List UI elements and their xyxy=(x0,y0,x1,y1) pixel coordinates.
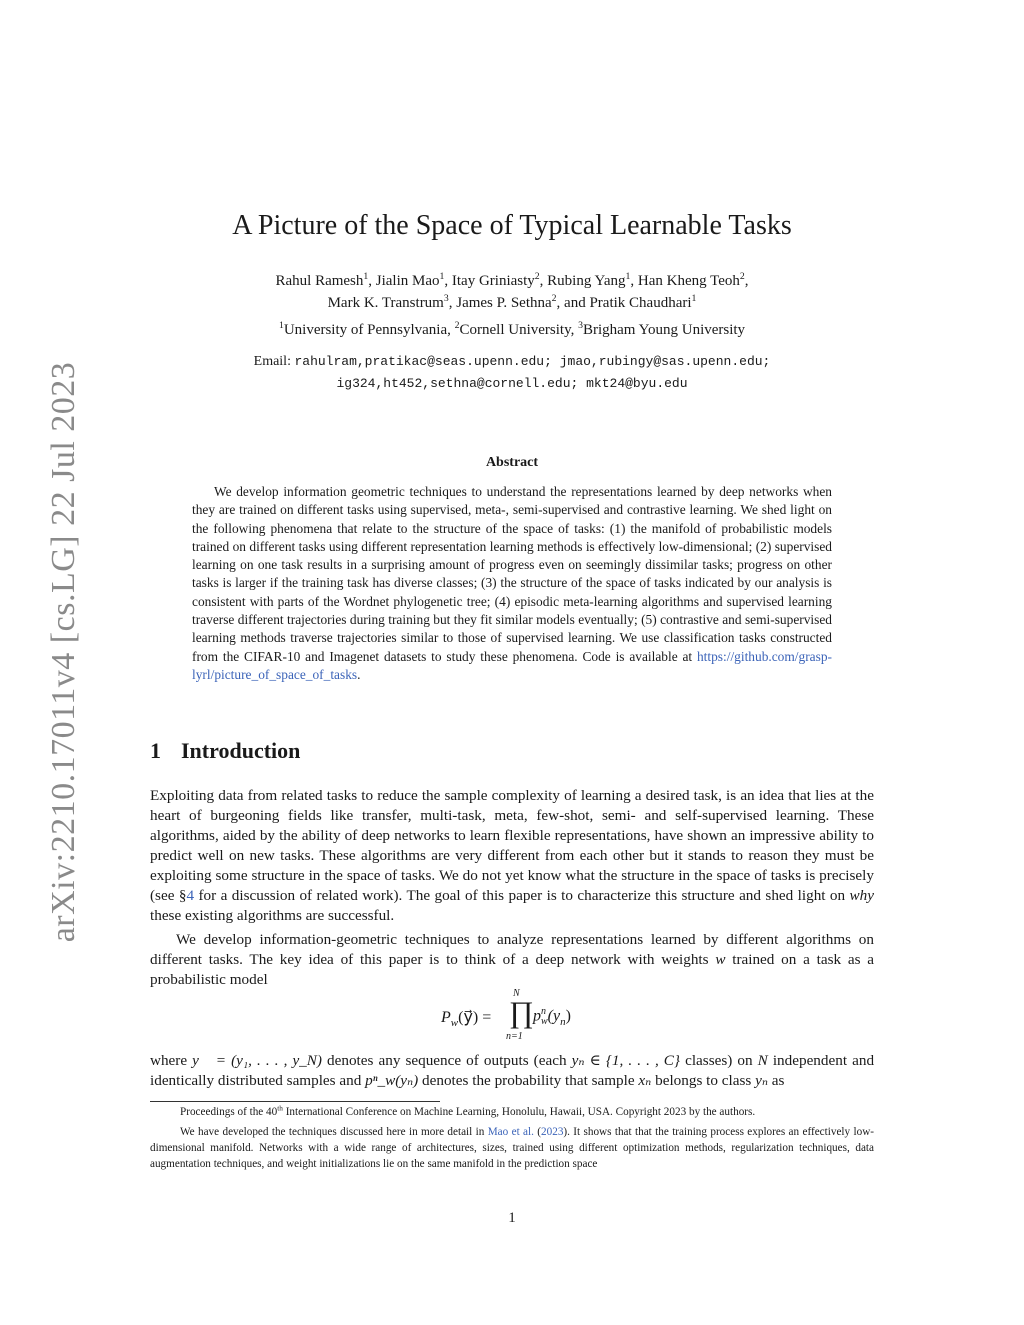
math-inline: y⃗ = (y₁, . . . , y_N) xyxy=(192,1052,322,1069)
math-inline: N xyxy=(757,1052,768,1069)
email-label: Email: xyxy=(253,354,291,369)
abstract-body: We develop information geometric techniques to understand the representations learned by deep networks when they are trained on different tasks using supervised, meta-, semi-supervised and contrastive learning. We shed light on the following phenomena that relate to the structure of the space of tasks: (1) the manifold of probabilistic models trained on different tasks using different representation learning methods is effectively low-dimensional; (2) supervised learning on one task results in a surprising amount of progress even on seemingly dissimilar tasks; progress on other tasks is larger if the training task has diverse classes; (3) the structure of the space of tasks indicated by our analysis is consistent with parts of the Wordnet phylogenetic tree; (4) episodic meta-learning algorithms and supervised learning traverse different trajectories during training but they fit similar models eventually; (5) contrastive and semi-supervised learning methods traverse trajectories similar to those of supervised learning. We use classification tasks constructed from the CIFAR-10 and Imagenet datasets to study these phenomena. Code is available at https://github.com/grasp-lyrl/picture_of_space_of_tasks. xyxy=(192,484,832,682)
intro-paragraph: Exploiting data from related tasks to reduce the sample complexity of learning a desired task, is an idea that lies at the heart of burgeoning fields like transfer, multi-task, meta, few-shot, semi- and self-supervised learning. These algorithms, aided by the ability of deep networks to learn flexible representations, have shown an impressive ability to predict well on new tasks. These algorithms are very different from each other but it stands to reason they must be exploiting some structure in the space of tasks. We do not yet know what the structure in the space of tasks is precisely (see §4 for a discussion of related work). The goal of this paper is to characterize this structure and shed light on why these existing algorithms are successful. xyxy=(150,787,875,924)
author-name: James P. Sethna xyxy=(456,295,552,311)
email-block xyxy=(0,351,1024,395)
affiliation-mark: 2 xyxy=(454,320,460,331)
footnote-rule xyxy=(150,1101,440,1102)
affiliation-name: University of Pennsylvania xyxy=(283,322,448,338)
affiliation-mark: 3 xyxy=(443,293,449,304)
equation: $P_w(y⃗)$ = N ∏ n=1 p n w $(y_n)$ xyxy=(441,988,571,1042)
affiliation-mark: 1 xyxy=(278,320,284,331)
footnote: We have developed the techniques discussed here in more detail in Mao et al. (2023). It shows that that the training process explores an effectively low-dimensional manifold. Networks with a wide range of architectures, sizes, trained using different optimization methods, regularization techniques, data augmentation techniques, and weight initializations lie on the same manifold in the prediction space xyxy=(150,1126,874,1170)
abstract-heading: Abstract xyxy=(485,455,539,470)
page-number: 1 xyxy=(508,1210,516,1226)
author-name: Itay Griniasty xyxy=(451,273,535,289)
section-heading xyxy=(150,738,300,764)
affiliation-mark: 2 xyxy=(551,293,557,304)
section-number: 1 xyxy=(150,738,161,763)
affiliation-mark: 3 xyxy=(578,320,583,331)
author-name: Rahul Ramesh xyxy=(275,273,364,289)
abstract-text: We develop information geometric techniques to understand the representations learned by deep networks when they are trained on different tasks using supervised, meta-, semi-supervised and contrastive learning. We shed light on the following phenomena that relate to the structure of the space of tasks: (1) the manifold of probabilistic models trained on different tasks using different representation learning methods is effectively low-dimensional; (2) supervised learning on one task results in a surprising amount of progress even on seemingly dissimilar tasks; progress on other tasks is larger if the training task has diverse classes; (3) the structure of the space of tasks indicated by our analysis is consistent with parts of the Wordnet phylogenetic tree; (4) episodic meta-learning algorithms and supervised learning traverse different trajectories during training but they fit similar models eventually; (5) contrastive and semi-supervised learning methods traverse trajectories similar to those of supervised learning. We use classification tasks constructed from the CIFAR-10 and Imagenet datasets to study these phenomena. Code is available at xyxy=(192,484,832,664)
affiliation-mark: 1 xyxy=(363,271,369,282)
math-inline: xₙ xyxy=(638,1072,652,1089)
affiliation-mark: 2 xyxy=(534,271,540,282)
affiliation-mark: 1 xyxy=(691,293,697,304)
product-symbol: ∏ xyxy=(509,996,534,1029)
code-repo-link[interactable]: https://github.com/grasp-lyrl/picture_of_space_of_tasks xyxy=(192,648,832,682)
author-name: Mark K. Transtrum xyxy=(327,295,444,311)
math-var: w xyxy=(715,951,726,968)
section-title: Introduction xyxy=(181,738,301,763)
author-name: Rubing Yang xyxy=(547,273,626,289)
intro-paragraph: where y⃗ = (y₁, . . . , y_N) denotes any sequence of outputs (each yₙ ∈ {1, . . . , C} classes) on N independent and identically distributed samples and pⁿ_w(yₙ) denotes the probability that sample xₙ belongs to class yₙ as xyxy=(150,1052,875,1089)
arxiv-sidebar-id: arXiv:2210.17011v4 [cs.LG] 22 Jul 2023 xyxy=(45,361,82,943)
affiliation-mark: 1 xyxy=(439,271,445,282)
math-inline: pⁿ_w(yₙ) xyxy=(365,1072,419,1089)
citation-year-link[interactable]: 2023 xyxy=(541,1126,564,1138)
paper-title: A Picture of the Space of Typical Learnable Tasks xyxy=(232,210,792,241)
affiliation-name: Cornell University xyxy=(459,322,571,338)
email-address-line[interactable]: ig324,ht452,sethna@cornell.edu; mkt24@byu.edu xyxy=(336,376,688,391)
author-name: Pratik Chaudhari xyxy=(589,295,692,311)
affiliation-mark: 1 xyxy=(625,271,631,282)
footnote: Proceedings of the 40th International Conference on Machine Learning, Honolulu, Hawaii, USA. Copyright 2023 by the authors. xyxy=(180,1104,756,1118)
email-address-line[interactable]: rahulram,pratikac@seas.upenn.edu; jmao,rubingy@sas.upenn.edu; xyxy=(294,354,771,369)
affiliations: $^1$University of Pennsylvania, $^2$Cornell University, $^3$Brigham Young University xyxy=(278,320,746,338)
math-inline: yₙ ∈ {1, . . . , C} xyxy=(571,1052,681,1069)
intro-paragraph: We develop information-geometric techniques to analyze representations learned by different algorithms on different tasks. The key idea of this paper is to think of a deep network with weights w trained on a task as a probabilistic model xyxy=(150,931,874,988)
author-name: Jialin Mao xyxy=(375,273,440,289)
citation-link[interactable]: Mao et al. xyxy=(487,1126,534,1138)
section-ref-link[interactable]: 4 xyxy=(186,887,195,904)
affiliation-name: Brigham Young University xyxy=(582,322,746,338)
author-list: Rahul Ramesh$^1$, Jialin Mao$^1$, Itay Griniasty$^2$, Rubing Yang$^1$, Han Kheng Teoh$^2$, Mark K. Transtrum$^3$, James P. Sethna$^2$, and Pratik Chaudhari$^1$ xyxy=(275,271,749,311)
author-name: Han Kheng Teoh xyxy=(637,273,740,289)
affiliation-mark: 2 xyxy=(739,271,745,282)
math-inline: yₙ xyxy=(755,1072,768,1089)
